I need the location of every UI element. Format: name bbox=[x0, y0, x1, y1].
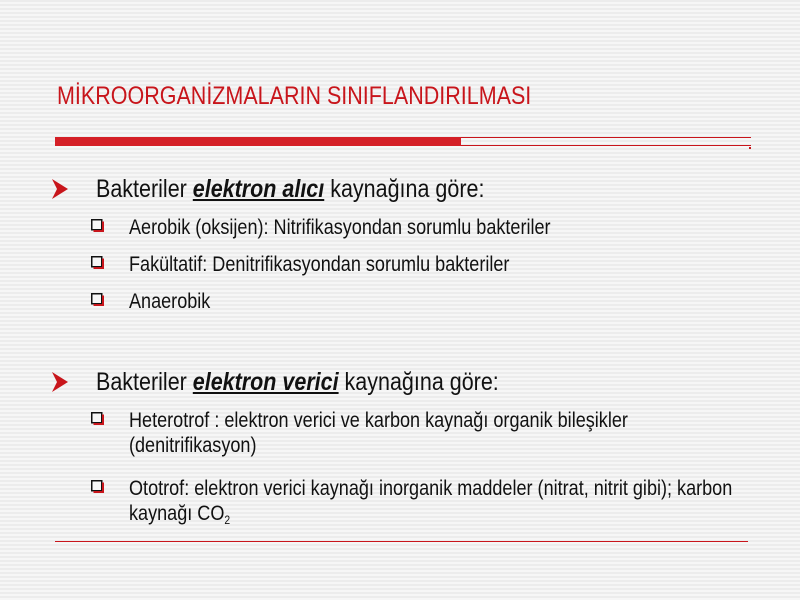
title-underline-thin-top bbox=[461, 137, 751, 138]
list-item-text-main: Ototrof: elektron verici kaynağı inorganik maddeler (nitrat, nitrit gibi); karbon kaynağı CO bbox=[129, 477, 733, 525]
title-underline-thick bbox=[55, 137, 461, 146]
title-underline-thin-bottom bbox=[461, 145, 751, 146]
hollow-box-bullet-icon bbox=[91, 256, 104, 269]
hollow-box-bullet-icon bbox=[91, 412, 104, 425]
hollow-box-bullet-icon bbox=[91, 480, 104, 493]
heading-suffix: kaynağına göre: bbox=[324, 175, 485, 203]
heading-prefix: Bakteriler bbox=[96, 368, 193, 396]
list-item-text: Anaerobik bbox=[129, 290, 211, 313]
co2-subscript: 2 bbox=[224, 513, 231, 527]
heading-emphasis: elektron verici bbox=[192, 368, 339, 396]
title-underline-dot bbox=[749, 147, 751, 149]
hollow-box-bullet-icon bbox=[91, 219, 104, 232]
arrow-bullet-icon bbox=[52, 179, 68, 199]
list-item-text: Aerobik (oksijen): Nitrifikasyondan sorumlu bakteriler bbox=[129, 216, 551, 239]
list-item-text: Fakültatif: Denitrifikasyondan sorumlu bakteriler bbox=[129, 253, 510, 276]
arrow-bullet-icon bbox=[52, 372, 68, 392]
list-item-text: Heterotrof : elektron verici ve karbon kaynağı organik bileşikler (denitrifikasyon) bbox=[129, 409, 628, 457]
slide-title: MİKROORGANİZMALARIN SINIFLANDIRILMASI bbox=[57, 82, 532, 110]
list-item-text bbox=[129, 476, 755, 526]
heading-emphasis: elektron alıcı bbox=[192, 175, 325, 203]
hollow-box-bullet-icon bbox=[91, 293, 104, 306]
heading-suffix: kaynağına göre: bbox=[338, 368, 499, 396]
heading-prefix: Bakteriler bbox=[96, 175, 193, 203]
footer-divider bbox=[55, 541, 748, 542]
